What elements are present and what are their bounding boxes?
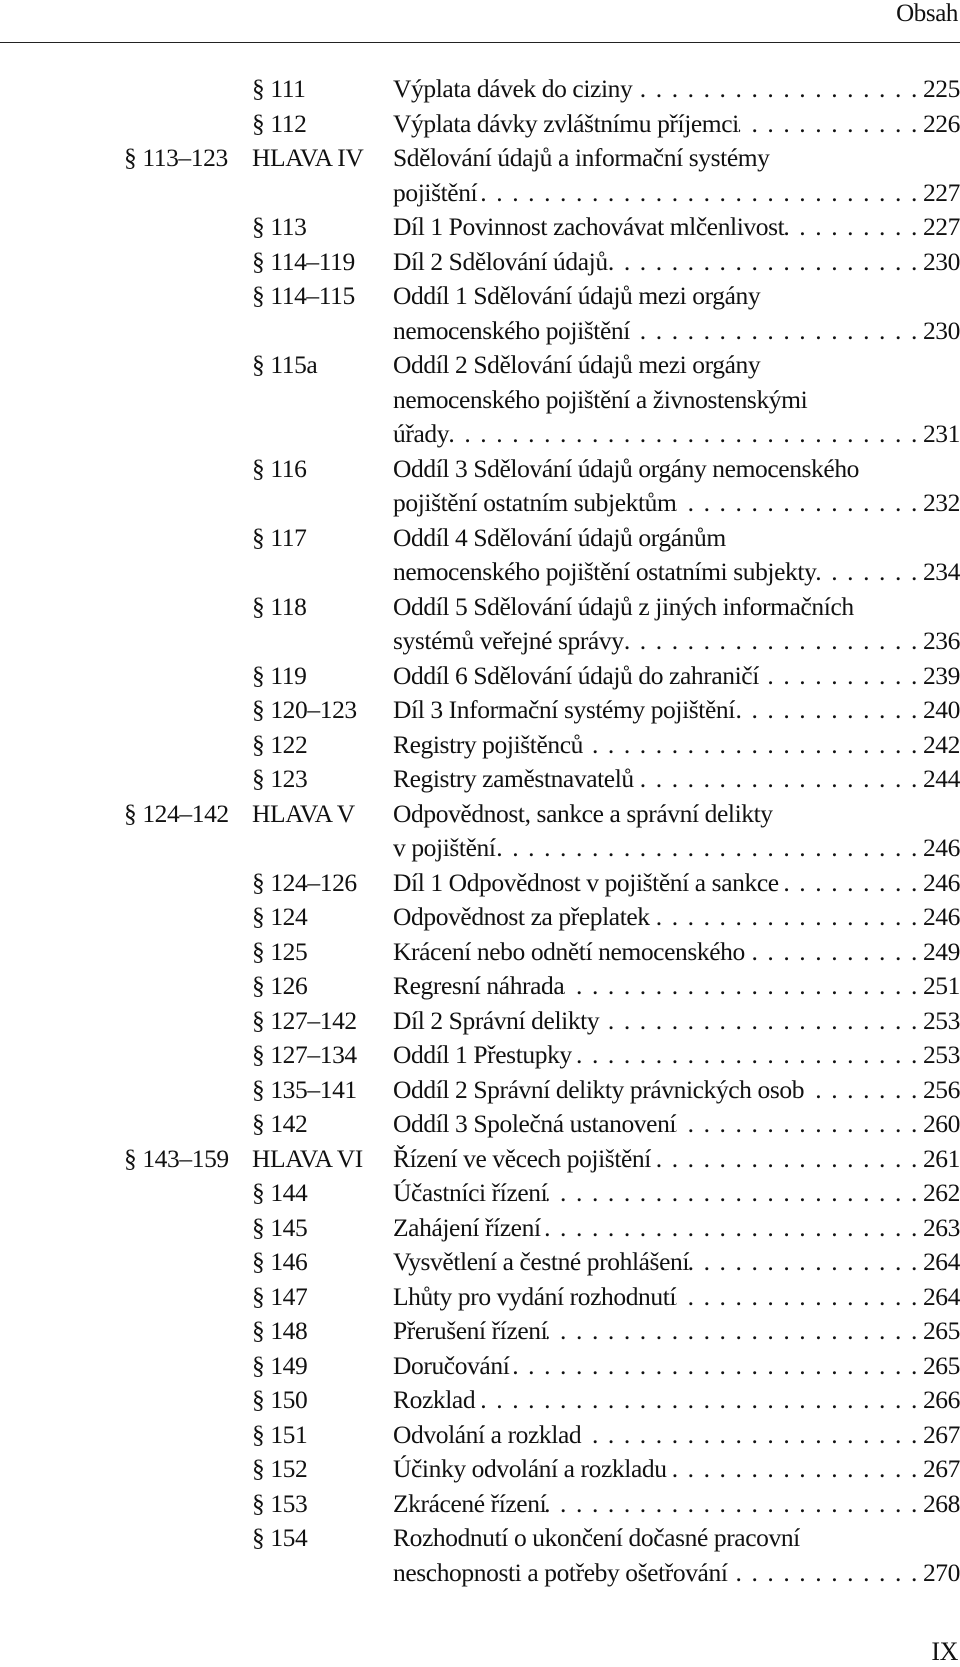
page-number: IX [931,1637,958,1666]
section-number: § 135–141 [252,1074,357,1104]
entry-page-number[interactable]: 262 [922,1178,960,1207]
entry-title-text: Díl 2 Správní delikty [393,1005,600,1035]
section-number: § 126 [252,971,308,1000]
dot-leader [784,210,919,245]
dot-leader [547,1314,919,1349]
entry-page-number[interactable]: 230 [922,315,960,345]
dot-leader [477,176,919,211]
dot-leader [509,1349,919,1384]
dot-leader [564,969,919,1004]
toc-entry-line [0,1383,960,1418]
entry-page-number[interactable]: 253 [922,1040,960,1069]
chapter-label: HLAVA VI [252,1143,363,1173]
entry-title [393,176,960,211]
toc-entry-line [0,348,960,383]
entry-page-number[interactable]: 242 [922,729,960,759]
header-title: Obsah [896,0,958,27]
dot-leader [546,1487,919,1522]
dot-leader [676,1107,919,1142]
entry-title [393,521,960,556]
entry-title-text: Lhůty pro vydání rozhodnutí [393,1281,677,1311]
dot-leader [608,245,919,280]
toc-entry-line [0,452,960,487]
entry-title-text: úřady [393,419,450,448]
entry-title [393,866,960,901]
entry-page-number[interactable]: 267 [922,1454,960,1483]
entry-title-text: nemocenského pojištění a živnostenskými [393,384,808,414]
section-number: § 120–123 [252,695,357,724]
dot-leader [676,1280,919,1315]
entry-page-number[interactable]: 256 [922,1074,960,1104]
entry-title [393,279,960,314]
dot-leader [541,1211,919,1246]
section-number: § 118 [252,591,307,621]
dot-leader [728,1556,919,1591]
entry-page-number[interactable]: 253 [922,1005,960,1035]
entry-title-text: Oddíl 2 Sdělování údajů mezi orgány [393,350,761,379]
entry-title-text: Díl 2 Sdělování údajů [393,246,608,276]
entry-title [393,383,960,418]
entry-title-text: Oddíl 5 Sdělování údajů z jiných informačních [393,591,854,621]
toc-entry-line [0,728,960,763]
entry-page-number[interactable]: 225 [922,74,960,103]
entry-title [393,624,960,659]
section-number: § 142 [252,1109,308,1138]
dot-leader [735,693,919,728]
toc-entry-line [0,900,960,935]
section-number: § 153 [252,1488,308,1518]
toc-entry-line [0,1073,960,1108]
section-number: § 117 [252,522,307,552]
section-number: § 124–126 [252,867,357,897]
section-number: § 122 [252,729,308,759]
section-number: § 127–134 [252,1040,357,1069]
toc-entry-line [0,72,960,107]
entry-page-number[interactable]: 232 [922,488,960,517]
entry-title [393,314,960,349]
entry-title [393,555,960,590]
entry-title [393,1556,960,1591]
entry-title-text: Oddíl 4 Sdělování údajů orgánům [393,522,726,552]
entry-title-text: Sdělování údajů a informační systémy [393,143,770,172]
toc-entry-line [0,1142,960,1177]
entry-title-text: pojištění [393,177,478,207]
entry-title-text: Účinky odvolání a rozkladu [393,1454,667,1483]
entry-page-number[interactable]: 265 [922,1316,960,1345]
entry-title-text: Oddíl 1 Přestupky [393,1040,572,1069]
entry-title [393,1211,960,1246]
entry-page-number[interactable]: 270 [922,1557,960,1587]
toc-entry-line [0,1280,960,1315]
toc-entry-line [0,1487,960,1522]
entry-title-text: v pojištění [393,833,496,862]
section-number: § 123 [252,764,308,793]
section-number: § 125 [252,936,308,966]
toc-entry-line [0,245,960,280]
entry-title-text: Odpovědnost, sankce a správní delikty [393,798,773,828]
toc-entry-line [0,1556,960,1591]
entry-title [393,1314,960,1349]
dot-leader [689,1245,919,1280]
toc-entry-line [0,1349,960,1384]
entry-title-text: Odvolání a rozklad [393,1419,582,1449]
entry-title [393,728,960,763]
entry-title [393,1487,960,1522]
section-number: § 151 [252,1419,308,1449]
running-header [0,0,960,43]
toc-entry-line [0,1107,960,1142]
entry-title [393,1176,960,1211]
toc-entry-line [0,1452,960,1487]
toc-entry-line [0,486,960,521]
toc-entry-line [0,417,960,452]
toc-entry-line [0,797,960,832]
entry-page-number[interactable]: 240 [922,695,960,724]
dot-leader [572,1038,919,1073]
toc-entry-line [0,107,960,142]
entry-title [393,1349,960,1384]
section-number: § 113 [252,212,307,241]
section-number: § 115a [252,350,318,379]
section-number: § 143–159 [124,1143,229,1173]
entry-title-text: Díl 1 Odpovědnost v pojištění a sankce [393,867,779,897]
toc-entry-line [0,659,960,694]
toc-entry-line [0,1038,960,1073]
dot-leader [745,935,919,970]
entry-page-number[interactable]: 263 [922,1212,960,1242]
toc-entry-line [0,141,960,176]
section-number: § 113–123 [124,143,228,172]
section-number: § 124 [252,902,308,931]
dot-leader [816,555,919,590]
entry-title [393,1245,960,1280]
entry-page-number[interactable]: 246 [922,833,960,862]
entry-title-text: Krácení nebo odnětí nemocenského [393,936,745,966]
toc-entry-line [0,555,960,590]
entry-title [393,1452,960,1487]
dot-leader [581,1418,919,1453]
section-number: § 144 [252,1178,308,1207]
toc-entry-line [0,866,960,901]
toc-entry-line [0,590,960,625]
entry-title [393,245,960,280]
entry-title [393,1383,960,1418]
toc-entry-line [0,314,960,349]
section-number: § 114–119 [252,246,355,276]
entry-page-number[interactable]: 234 [922,557,960,586]
entry-page-number[interactable]: 267 [922,1419,960,1449]
entry-title [393,141,960,176]
toc-entry-line [0,279,960,314]
dot-leader [651,1142,919,1177]
dot-leader [583,728,919,763]
entry-title-text: Oddíl 1 Sdělování údajů mezi orgány [393,281,761,310]
dot-leader [676,486,918,521]
dot-leader [650,900,919,935]
entry-title-text: Odpovědnost za přeplatek [393,902,650,931]
entry-page-number[interactable]: 260 [922,1109,960,1138]
toc-entry-line [0,693,960,728]
entry-title [393,1107,960,1142]
section-number: § 148 [252,1316,308,1345]
dot-leader [779,866,919,901]
toc-entry-line [0,1245,960,1280]
entry-page-number[interactable]: 244 [922,764,960,793]
entry-title [393,762,960,797]
entry-title [393,969,960,1004]
entry-page-number[interactable]: 239 [922,660,960,690]
entry-title-text: Registry pojištěnců [393,729,584,759]
dot-leader [759,659,919,694]
entry-title [393,486,960,521]
dot-leader [496,831,919,866]
section-number: § 152 [252,1454,308,1483]
entry-page-number[interactable]: 264 [922,1281,960,1311]
entry-title-text: Přerušení řízení [393,1316,548,1345]
section-number: § 127–142 [252,1005,357,1035]
toc-entry-line [0,762,960,797]
section-number: § 147 [252,1281,308,1311]
toc-entry-line [0,383,960,418]
entry-title [393,1418,960,1453]
toc-entry-line [0,1521,960,1556]
entry-title-text: neschopnosti a potřeby ošetřování [393,1557,728,1587]
toc-entry-line [0,521,960,556]
dot-leader [624,624,919,659]
entry-page-number[interactable]: 246 [922,867,960,897]
toc-entry-line [0,1314,960,1349]
dot-leader [630,314,919,349]
entry-page-number[interactable]: 265 [922,1350,960,1380]
entry-title-text: nemocenského pojištění ostatními subjekty [393,557,817,586]
section-number: § 116 [252,453,307,483]
entry-title [393,935,960,970]
entry-page-number[interactable]: 246 [922,902,960,931]
dot-leader [547,1176,919,1211]
section-number: § 149 [252,1350,308,1380]
section-number: § 119 [252,660,307,690]
toc-entry-line [0,935,960,970]
dot-leader [634,762,919,797]
toc-entry-line [0,176,960,211]
chapter-label: HLAVA V [252,798,355,828]
entry-title [393,348,960,383]
entry-title [393,452,960,487]
entry-title [393,590,960,625]
toc-entry-line [0,210,960,245]
entry-page-number[interactable]: 227 [922,177,960,207]
entry-title [393,900,960,935]
entry-title-text: Díl 1 Povinnost zachovávat mlčenlivost [393,212,785,241]
entry-title-text: Rozhodnutí o ukončení dočasné pracovní [393,1523,800,1552]
entry-page-number[interactable]: 266 [922,1385,960,1414]
dot-leader [449,417,919,452]
dot-leader [632,72,919,107]
dot-leader [804,1073,919,1108]
toc-entry-line [0,969,960,1004]
entry-page-number[interactable]: 264 [922,1247,960,1276]
entry-page-number[interactable]: 230 [922,246,960,276]
entry-title [393,1004,960,1039]
entry-title-text: Díl 3 Informační systémy pojištění [393,695,735,724]
dot-leader [599,1004,919,1039]
entry-title-text: Zahájení řízení [393,1212,541,1242]
entry-title-text: Regresní náhrada [393,971,565,1000]
toc-entry-line [0,831,960,866]
dot-leader [667,1452,919,1487]
entry-page-number[interactable]: 261 [922,1143,960,1173]
entry-title [393,693,960,728]
toc-entry-line [0,1211,960,1246]
table-of-contents [0,72,960,1590]
entry-title [393,72,960,107]
entry-page-number[interactable]: 251 [922,971,960,1000]
entry-title [393,659,960,694]
entry-title-text: Oddíl 6 Sdělování údajů do zahraničí [393,660,759,690]
entry-title-text: Oddíl 2 Správní delikty právnických osob [393,1074,805,1104]
entry-title-text: pojištění ostatním subjektům [393,488,677,517]
section-number: § 146 [252,1247,308,1276]
entry-title [393,210,960,245]
entry-title-text: Výplata dávky zvláštnímu příjemci [393,108,739,138]
entry-title [393,1038,960,1073]
entry-title-text: Oddíl 3 Sdělování údajů orgány nemocenského [393,453,860,483]
toc-entry-line [0,624,960,659]
entry-page-number[interactable]: 268 [922,1488,960,1518]
entry-title-text: nemocenského pojištění [393,315,630,345]
entry-title [393,1142,960,1177]
entry-title-text: Výplata dávek do ciziny [393,74,633,103]
entry-title [393,1280,960,1315]
toc-entry-line [0,1004,960,1039]
entry-title-text: Vysvětlení a čestné prohlášení [393,1247,690,1276]
toc-entry-line [0,1176,960,1211]
entry-page-number[interactable]: 227 [922,212,960,241]
entry-title [393,417,960,452]
entry-page-number[interactable]: 231 [922,419,960,448]
entry-title-text: Zkrácené řízení [393,1488,547,1518]
toc-entry-line [0,1418,960,1453]
dot-leader [475,1383,919,1418]
chapter-label: HLAVA IV [252,143,364,172]
entry-title-text: Rozklad [393,1385,476,1414]
entry-title [393,1521,960,1556]
entry-title [393,831,960,866]
dot-leader [739,107,919,142]
entry-title-text: Oddíl 3 Společná ustanovení [393,1109,677,1138]
entry-page-number[interactable]: 249 [922,936,960,966]
entry-title [393,107,960,142]
section-number: § 114–115 [252,281,355,310]
entry-title-text: systémů veřejné správy [393,626,624,655]
entry-title [393,797,960,832]
section-number: § 150 [252,1385,308,1414]
section-number: § 112 [252,108,307,138]
entry-title-text: Účastníci řízení [393,1178,548,1207]
entry-page-number[interactable]: 236 [922,626,960,655]
section-number: § 145 [252,1212,308,1242]
section-number: § 154 [252,1523,308,1552]
entry-title-text: Doručování [393,1350,510,1380]
entry-page-number[interactable]: 226 [922,108,960,138]
entry-title-text: Řízení ve věcech pojištění [393,1143,651,1173]
entry-title [393,1073,960,1108]
section-number: § 111 [252,74,306,103]
entry-title-text: Registry zaměstnavatelů [393,764,634,793]
section-number: § 124–142 [124,798,229,828]
